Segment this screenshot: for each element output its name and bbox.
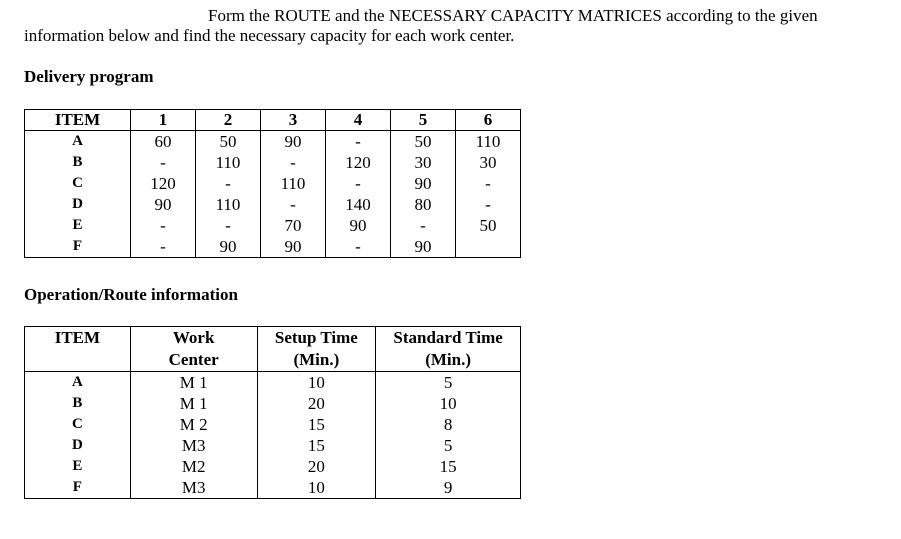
delivery-cell: 110 [456, 131, 521, 153]
delivery-item-label: D [25, 194, 131, 215]
delivery-corner-header: ITEM [25, 110, 131, 131]
delivery-item-label: F [25, 236, 131, 258]
delivery-cell: 90 [261, 236, 326, 258]
work-center-cell: M 1 [130, 372, 257, 394]
delivery-row [25, 173, 521, 194]
setup-time-cell: 15 [257, 435, 376, 456]
standard-time-cell: 8 [376, 414, 521, 435]
standard-time-cell: 5 [376, 435, 521, 456]
route-info-heading: Operation/Route information [24, 285, 238, 304]
work-center-header-line2: Center [168, 350, 219, 369]
setup-time-cell: 20 [257, 393, 376, 414]
delivery-cell: 50 [391, 131, 456, 153]
delivery-cell: - [391, 215, 456, 236]
route-row [25, 477, 521, 499]
route-row [25, 414, 521, 435]
delivery-cell: 90 [391, 236, 456, 258]
route-item-header-text: ITEM [54, 328, 101, 347]
setup-time-header-line1: Setup Time [274, 328, 358, 347]
delivery-cell: 70 [261, 215, 326, 236]
setup-time-header [257, 327, 376, 372]
route-item-label: D [25, 435, 131, 456]
route-item-label: E [25, 456, 131, 477]
work-center-cell: M3 [130, 477, 257, 499]
delivery-row [25, 131, 521, 153]
delivery-cell: - [261, 152, 326, 173]
route-item-header [25, 327, 131, 372]
route-item-label: F [25, 477, 131, 499]
delivery-cell: 110 [196, 152, 261, 173]
delivery-cell [456, 236, 521, 258]
period-header: 4 [326, 110, 391, 131]
period-header: 2 [196, 110, 261, 131]
delivery-cell: - [261, 194, 326, 215]
delivery-cell: - [456, 173, 521, 194]
delivery-cell: 90 [391, 173, 456, 194]
delivery-cell: 60 [131, 131, 196, 153]
delivery-cell: - [131, 215, 196, 236]
setup-time-header-line2: (Min.) [293, 350, 340, 369]
work-center-cell: M 2 [130, 414, 257, 435]
delivery-cell: 110 [196, 194, 261, 215]
route-info-table [24, 326, 521, 499]
work-center-cell: M2 [130, 456, 257, 477]
standard-time-cell: 9 [376, 477, 521, 499]
delivery-cell: 120 [131, 173, 196, 194]
route-item-label: B [25, 393, 131, 414]
delivery-cell: - [131, 152, 196, 173]
delivery-cell: - [326, 173, 391, 194]
delivery-cell: 140 [326, 194, 391, 215]
delivery-cell: 110 [261, 173, 326, 194]
period-header: 5 [391, 110, 456, 131]
setup-time-cell: 10 [257, 477, 376, 499]
delivery-cell: - [456, 194, 521, 215]
delivery-cell: - [196, 173, 261, 194]
standard-time-cell: 5 [376, 372, 521, 394]
delivery-item-label: E [25, 215, 131, 236]
delivery-cell: 50 [456, 215, 521, 236]
delivery-header-row [25, 110, 521, 131]
setup-time-cell: 10 [257, 372, 376, 394]
delivery-row [25, 152, 521, 173]
standard-time-header-line1: Standard Time [393, 328, 503, 347]
standard-time-header-line2: (Min.) [425, 350, 472, 369]
delivery-item-label: A [25, 131, 131, 153]
delivery-row [25, 236, 521, 258]
delivery-row [25, 215, 521, 236]
route-row [25, 456, 521, 477]
delivery-item-label: C [25, 173, 131, 194]
delivery-cell: - [131, 236, 196, 258]
delivery-cell: 90 [131, 194, 196, 215]
setup-time-cell: 20 [257, 456, 376, 477]
delivery-cell: 30 [391, 152, 456, 173]
setup-time-cell: 15 [257, 414, 376, 435]
delivery-program-table [24, 109, 521, 258]
route-row [25, 372, 521, 394]
work-center-header [130, 327, 257, 372]
standard-time-header [376, 327, 521, 372]
work-center-cell: M3 [130, 435, 257, 456]
standard-time-cell: 15 [376, 456, 521, 477]
route-header-row [25, 327, 521, 372]
delivery-cell: 80 [391, 194, 456, 215]
delivery-cell: - [326, 131, 391, 153]
period-header: 1 [131, 110, 196, 131]
delivery-cell: 50 [196, 131, 261, 153]
period-header: 3 [261, 110, 326, 131]
work-center-header-line1: Work [172, 328, 215, 347]
route-row [25, 435, 521, 456]
delivery-cell: - [196, 215, 261, 236]
delivery-cell: 30 [456, 152, 521, 173]
route-item-label: C [25, 414, 131, 435]
period-header: 6 [456, 110, 521, 131]
delivery-cell: 90 [261, 131, 326, 153]
route-item-label: A [25, 372, 131, 394]
delivery-row [25, 194, 521, 215]
delivery-cell: - [326, 236, 391, 258]
intro-line-2: information below and find the necessary capacity for each work center. [24, 26, 515, 45]
standard-time-cell: 10 [376, 393, 521, 414]
delivery-program-heading: Delivery program [24, 67, 154, 86]
delivery-item-label: B [25, 152, 131, 173]
delivery-cell: 90 [326, 215, 391, 236]
intro-line-1: Form the ROUTE and the NECESSARY CAPACITY MATRICES according to the given [208, 6, 818, 25]
delivery-cell: 90 [196, 236, 261, 258]
route-row [25, 393, 521, 414]
work-center-cell: M 1 [130, 393, 257, 414]
delivery-cell: 120 [326, 152, 391, 173]
